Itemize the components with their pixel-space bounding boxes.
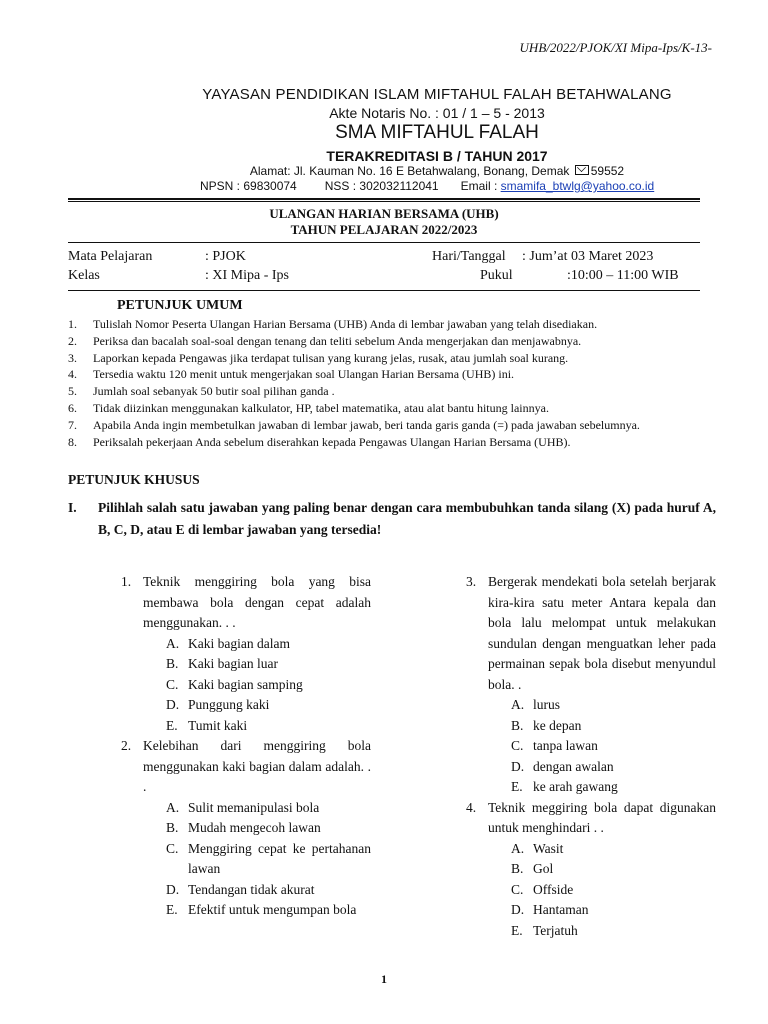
instruction-text: Tulislah Nomor Peserta Ulangan Harian Bersama (UHB) Anda di lembar jawaban yang telah disediakan. [93,317,598,331]
exam-year: TAHUN PELAJARAN 2022/2023 [290,222,478,237]
option-text: dengan awalan [533,758,614,774]
option-letter: A. [166,799,180,815]
answer-option [511,777,716,798]
subject-label: Mata Pelajaran [68,249,153,264]
nss: NSS : 302032112041 [324,179,439,193]
title-divider [68,242,700,243]
option-text: Kaki bagian samping [188,676,303,692]
option-letter: C. [166,840,179,856]
answer-option [511,736,716,757]
option-letter: E. [166,717,178,733]
option-letter: E. [166,902,178,917]
option-text: Kaki bagian luar [188,656,278,671]
special-instructions-heading: PETUNJUK KHUSUS [68,472,200,487]
instruction-number: 5. [68,384,77,399]
instruction-number: 8. [68,434,77,449]
answer-option [511,716,716,737]
option-letter: B. [166,656,179,671]
answer-option [166,716,371,737]
answer-option [511,880,716,901]
answer-option [511,859,716,880]
instruction-number: 2. [68,333,77,348]
option-letter: D. [511,758,525,774]
option-text: Punggung kaki [188,697,270,712]
instruction-item [68,333,668,350]
general-instructions-heading: PETUNJUK UMUM [117,298,243,313]
option-text: Hantaman [533,902,589,917]
option-letter: A. [166,635,180,651]
instruction-text: Periksalah pekerjaan Anda sebelum diserahkan kepada Pengawas Ulangan Harian Bersama (UHB). [93,434,571,449]
option-letter: B. [511,861,524,876]
question-text: Kelebihan dari menggiring bola menggunakan kaki bagian dalam adalah. . . [143,738,371,794]
envelope-icon [575,165,589,175]
instruction-number: 7. [68,417,77,432]
option-text: Tendangan tidak akurat [188,881,315,897]
option-text: Wasit [533,840,564,856]
special-instruction [68,497,716,541]
option-letter: E. [511,922,523,938]
answer-option [166,675,371,696]
time-value: :10:00 – 11:00 WIB [567,268,679,283]
answer-option [166,654,371,675]
answer-options [166,798,371,921]
instruction-item [68,350,668,367]
option-letter: C. [166,676,179,692]
option-text: Kaki bagian dalam [188,635,290,651]
subject-value: : PJOK [205,249,246,264]
option-text: Efektif untuk mengumpan bola [188,902,357,917]
accreditation: TERAKREDITASI B / TAHUN 2017 [326,148,548,164]
option-letter: A. [511,697,525,712]
answer-option [511,921,716,942]
answer-options [511,839,716,942]
instruction-item [68,417,668,434]
email-link[interactable]: smamifa_btwlg@yahoo.co.id [500,179,655,193]
header-divider-thin [68,201,700,202]
answer-option [166,900,371,921]
question-text: Bergerak mendekati bola setelah berjarak kira-kira satu meter Antara kepala dan bola lalu melompat untuk melakukan sundulan dengan menguatkan leher pada permainan sepak bola disebut menyundul bola. . [488,574,716,692]
option-text: Gol [533,861,554,876]
foundation-name: YAYASAN PENDIDIKAN ISLAM MIFTAHUL FALAH BETAHWALANG [202,86,672,103]
class-value: : XI Mipa - Ips [205,268,289,283]
instruction-item [68,400,668,417]
question [121,736,371,921]
time-label: Pukul [480,268,513,283]
option-letter: B. [511,717,524,733]
instruction-text: Apabila Anda ingin membetulkan jawaban di lembar jawab, beri tanda garis ganda (=) pada jawaban sebelumnya. [93,417,640,432]
question-number: 4. [466,799,477,815]
answer-option [511,839,716,860]
option-text: ke depan [533,717,582,733]
option-letter: D. [166,697,180,712]
option-text: tanpa lawan [533,738,598,753]
school-contacts [200,179,654,193]
class-label: Kelas [68,268,100,283]
question [121,572,371,736]
answer-options [511,695,716,798]
question-number: 1. [121,574,132,589]
instruction-text: Periksa dan bacalah soal-soal dengan tenang dan teliti sebelum Anda mengerjakan dan menjawabnya. [93,333,582,348]
option-letter: D. [511,902,525,917]
instruction-number: 6. [68,400,77,415]
school-address [0,164,768,178]
info-divider [68,290,700,291]
date-value: : Jum’at 03 Maret 2023 [522,249,654,264]
answer-option [511,695,716,716]
notary-deed: Akte Notaris No. : 01 / 1 – 5 - 2013 [329,105,545,121]
postal-code: 59552 [590,164,625,178]
address-text: Alamat: Jl. Kauman No. 16 E Betahwalang, Bonang, Demak [249,164,570,178]
answer-option [511,757,716,778]
option-letter: B. [166,820,179,835]
instruction-number: 4. [68,367,77,382]
answer-option [166,634,371,655]
document-code: UHB/2022/PJOK/XI Mipa-Ips/K-13- [519,40,712,55]
question-text: Teknik meggiring bola dapat digunakan untuk menghindari . . [488,799,716,835]
question [466,572,716,798]
answer-option [166,695,371,716]
option-letter: A. [511,840,525,856]
instruction-item [68,434,668,451]
instruction-number: 3. [68,350,77,365]
answer-option [511,900,716,921]
question [466,798,716,942]
npsn: NPSN : 69830074 [200,179,297,193]
email-label: Email : [460,179,498,193]
school-name: SMA MIFTAHUL FALAH [335,122,539,143]
instruction-text: Pilihlah salah satu jawaban yang paling benar dengan cara membubuhkan tanda silang (X) pada huruf A, B, C, D, atau E di lembar jawaban yang tersedia! [98,500,716,537]
instruction-item [68,316,668,333]
instruction-text: Jumlah soal sebanyak 50 butir soal pilihan ganda . [93,384,335,399]
option-text: Mudah mengecoh lawan [188,820,321,835]
answer-option [166,839,371,880]
general-instructions-list [68,316,668,450]
section-number: I. [68,500,77,515]
instruction-item [68,383,668,400]
instruction-number: 1. [68,317,77,331]
option-text: lurus [533,697,560,712]
header-divider [68,198,700,200]
instruction-text: Tidak diizinkan menggunakan kalkulator, HP, tabel matematika, atau alat bantu hitung lainnya. [93,400,549,415]
option-letter: D. [166,881,180,897]
question-number: 3. [466,574,477,589]
answer-option [166,880,371,901]
instruction-text: Laporkan kepada Pengawas jika terdapat tulisan yang kurang jelas, rusak, atau jumlah soal kurang. [93,350,569,365]
instruction-item [68,366,668,383]
option-letter: E. [511,779,523,794]
questions-left-column [121,572,371,921]
option-text: ke arah gawang [533,779,618,794]
questions-right-column [466,572,716,941]
page-number: 1 [381,972,387,986]
option-letter: C. [511,738,524,753]
exam-title: ULANGAN HARIAN BERSAMA (UHB) [269,206,499,221]
date-label: Hari/Tanggal [432,249,506,264]
instruction-text: Tersedia waktu 120 menit untuk mengerjakan soal Ulangan Harian Bersama (UHB) ini. [93,367,515,382]
question-text: Teknik menggiring bola yang bisa membawa bola dengan cepat adalah menggunakan. . . [143,574,371,630]
option-text: Tumit kaki [188,717,248,733]
option-text: Sulit memanipulasi bola [188,799,320,815]
option-letter: C. [511,881,524,897]
question-number: 2. [121,738,132,753]
answer-options [166,634,371,737]
option-text: Menggiring cepat ke pertahanan lawan [188,840,371,876]
answer-option [166,798,371,819]
option-text: Offside [533,881,574,897]
answer-option [166,818,371,839]
option-text: Terjatuh [533,922,578,938]
